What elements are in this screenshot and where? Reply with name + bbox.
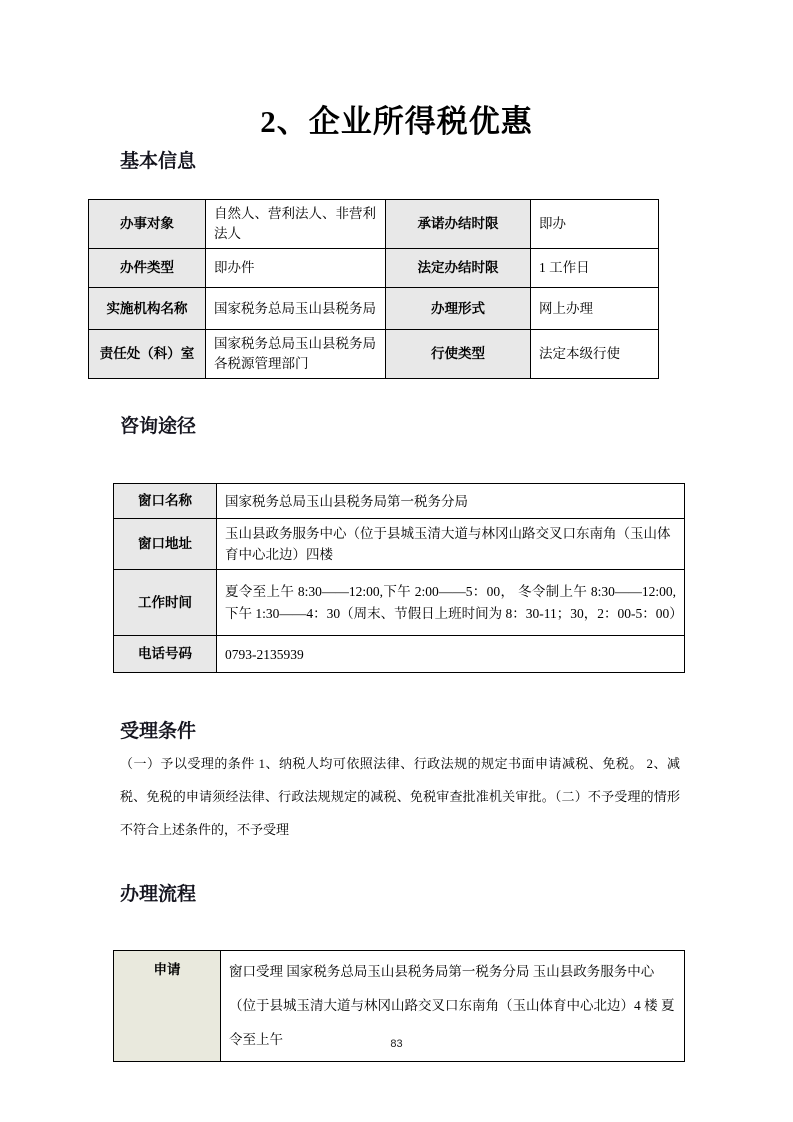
field-value: 1 工作日: [531, 249, 659, 288]
section-heading-process-flow: 办理流程: [120, 884, 197, 905]
section-heading-basic-info: 基本信息: [120, 151, 197, 172]
table-row: [89, 200, 659, 249]
field-label: 电话号码: [114, 636, 217, 673]
table-row: [114, 636, 685, 673]
field-value: 即办: [531, 200, 659, 249]
field-label: 责任处（科）室: [89, 330, 206, 379]
field-label: 承诺办结时限: [386, 200, 531, 249]
basic-info-table: [88, 199, 659, 379]
field-value: 夏令至上午 8:30——12:00,下午 2:00——5：00， 冬令制上午 8:30——12:00,下午 1:30——4：30（周末、节假日上班时间为 8：30-11；30，2：00-5：00）: [217, 570, 685, 636]
page-number: 83: [390, 1038, 403, 1050]
section-heading-consult-channels: 咨询途径: [120, 416, 197, 437]
table-row: [114, 519, 685, 570]
field-label: 办事对象: [89, 200, 206, 249]
field-value: 国家税务总局玉山县税务局: [206, 288, 386, 330]
field-value: 窗口受理 国家税务总局玉山县税务局第一税务分局 玉山县政务服务中心（位于县城玉清大道与林冈山路交叉口东南角（玉山体育中心北边）4 楼 夏令至上午: [221, 951, 685, 1062]
field-value: 国家税务总局玉山县税务局第一税务分局: [217, 484, 685, 519]
field-label: 办件类型: [89, 249, 206, 288]
field-label: 行使类型: [386, 330, 531, 379]
table-row: [89, 330, 659, 379]
field-label: 窗口名称: [114, 484, 217, 519]
field-label: 办理形式: [386, 288, 531, 330]
page-title: 2、企业所得税优惠: [260, 104, 533, 139]
field-label: 法定办结时限: [386, 249, 531, 288]
field-value: 0793-2135939: [217, 636, 685, 673]
table-row: [89, 288, 659, 330]
section-heading-acceptance-conditions: 受理条件: [120, 721, 197, 742]
table-row: [89, 249, 659, 288]
field-label: 申请: [114, 951, 221, 1062]
field-label: 工作时间: [114, 570, 217, 636]
table-row: [114, 484, 685, 519]
acceptance-conditions-text: （一）予以受理的条件 1、纳税人均可依照法律、行政法规的规定书面申请减税、免税。 2、减税、免税的申请须经法律、行政法规规定的减税、免税审查批准机关审批。（二）不予受理的情形 不符合上述条件的，不予受理: [120, 756, 680, 837]
field-value: 玉山县政务服务中心（位于县城玉清大道与林冈山路交叉口东南角（玉山体育中心北边）四楼: [217, 519, 685, 570]
table-row: [114, 570, 685, 636]
field-label: 实施机构名称: [89, 288, 206, 330]
field-value: 国家税务总局玉山县税务局各税源管理部门: [206, 330, 386, 379]
field-value: 法定本级行使: [531, 330, 659, 379]
field-value: 即办件: [206, 249, 386, 288]
field-value: 网上办理: [531, 288, 659, 330]
consult-channels-table: [113, 483, 685, 673]
field-label: 窗口地址: [114, 519, 217, 570]
field-value: 自然人、营利法人、非营利法人: [206, 200, 386, 249]
